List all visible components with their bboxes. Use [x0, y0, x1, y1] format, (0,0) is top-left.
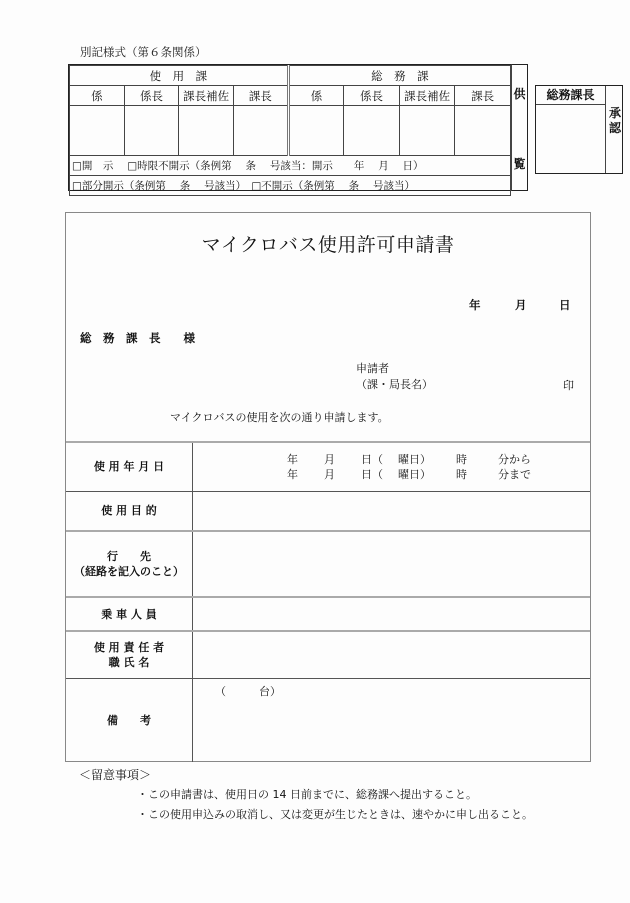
- role-label: 課長: [455, 86, 511, 106]
- notes-heading: ＜留意事項＞: [79, 768, 152, 782]
- remarks-label: 備 考: [66, 678, 193, 762]
- purpose-label: 使 用 目 的: [66, 491, 193, 531]
- approval-title: 総務課長: [536, 86, 606, 105]
- seal-box[interactable]: [124, 106, 179, 156]
- date-month[interactable]: 月: [515, 298, 527, 312]
- role-label: 係長: [344, 86, 400, 106]
- usage-date-label: 使 用 年 月 日: [66, 442, 193, 491]
- role-label: 係: [70, 86, 125, 106]
- destination-label: [66, 531, 193, 597]
- routing-table: [68, 64, 512, 191]
- user-dept-header: 使 用 課: [70, 66, 289, 86]
- application-form: [65, 212, 591, 762]
- disclosure-options-2[interactable]: □部分開示（条例第 条 号該当） □不開示（条例第 条 号該当）: [70, 176, 511, 196]
- passengers-label: 乗 車 人 員: [66, 597, 193, 631]
- intro-text: マイクロバスの使用を次の通り申請します。: [170, 411, 389, 424]
- seal-mark: 印: [563, 379, 574, 392]
- usage-date-value[interactable]: [193, 442, 591, 491]
- seal-box[interactable]: [70, 106, 125, 156]
- role-label: 係長: [124, 86, 179, 106]
- responsible-person-label: [66, 631, 193, 678]
- seal-box[interactable]: [288, 106, 344, 156]
- applicant-block: [356, 361, 433, 393]
- applicant-sublabel: （課・局長名）: [356, 378, 433, 391]
- destination-note: （経路を記入のこと）: [74, 565, 184, 578]
- passengers-input[interactable]: [193, 597, 591, 631]
- applicant-label: 申請者: [356, 362, 389, 375]
- application-fields: [66, 441, 590, 762]
- responsible-subtitle: 職 氏 名: [108, 655, 150, 669]
- seal-box[interactable]: [234, 106, 289, 156]
- responsible-person-input[interactable]: [193, 631, 591, 678]
- approval-char: 承: [608, 106, 621, 120]
- purpose-input[interactable]: [193, 491, 591, 531]
- approval-seal-box[interactable]: [536, 105, 606, 173]
- seal-box[interactable]: [344, 106, 400, 156]
- date-year[interactable]: 年: [469, 298, 481, 312]
- date-day[interactable]: 日: [559, 298, 571, 312]
- usage-to-line: 年 月 日（ 曜日） 時 分まで: [287, 467, 531, 481]
- general-affairs-header: 総 務 課: [288, 66, 510, 86]
- remarks-input[interactable]: （ 台）: [193, 678, 591, 762]
- approval-box: [535, 85, 623, 174]
- responsible-title: 使 用 責 任 者: [93, 640, 165, 654]
- note-item: ・この使用申込みの取消し、又は変更が生じたときは、速やかに申し出ること。: [137, 808, 533, 821]
- viewing-column: [511, 64, 528, 191]
- note-item: ・この申請書は、使用日の 14 日前までに、総務課へ提出すること。: [137, 788, 477, 801]
- role-label: 課長: [234, 86, 289, 106]
- seal-box[interactable]: [399, 106, 455, 156]
- role-label: 課長補佐: [179, 86, 234, 106]
- viewing-label-bottom: 覧: [513, 157, 526, 171]
- disclosure-options-1[interactable]: □開 示 □時限不開示（条例第 条 号該当：開示 年 月 日）: [70, 156, 511, 176]
- addressee: 総 務 課 長 様: [80, 331, 195, 345]
- destination-title: 行 先: [107, 550, 151, 563]
- role-label: 係: [288, 86, 344, 106]
- usage-from-line: 年 月 日（ 曜日） 時 分から: [287, 452, 531, 466]
- approval-char: 認: [608, 121, 621, 135]
- seal-box[interactable]: [179, 106, 234, 156]
- seal-box[interactable]: [455, 106, 511, 156]
- role-label: 課長補佐: [399, 86, 455, 106]
- approval-vertical-label: [607, 106, 623, 136]
- form-reference: 別記様式（第６条関係）: [80, 45, 207, 59]
- destination-input[interactable]: [193, 531, 591, 597]
- document-title: マイクロバス使用許可申請書: [201, 234, 455, 256]
- viewing-label-top: 供: [513, 87, 526, 101]
